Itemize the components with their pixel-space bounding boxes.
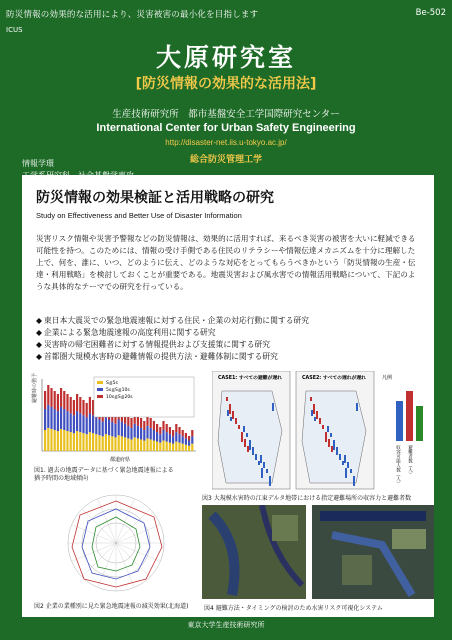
fig3-pin	[330, 433, 332, 437]
fig1-bar	[130, 428, 132, 440]
fig4-caption: 図4 避難方法・タイミングの検討のため水害リスク可視化システム	[204, 605, 383, 612]
fig1-bar	[76, 411, 78, 431]
fig1-bar	[54, 391, 56, 409]
fig3-pin	[261, 468, 263, 478]
fig1-bar	[159, 427, 161, 434]
fig1-bar	[79, 413, 81, 432]
figure-4	[202, 505, 434, 601]
figure-3	[212, 371, 430, 491]
fig1-bar	[140, 439, 142, 451]
fig1-bar	[57, 394, 59, 411]
fig1-bar	[73, 415, 75, 433]
fig1-bar	[82, 433, 84, 451]
fig3-pin	[252, 447, 254, 455]
fig1-bar	[175, 424, 177, 432]
fig3-pin	[356, 403, 358, 411]
fig1-bar	[44, 430, 46, 451]
institute-jp: 生産技術研究所 都市基盤安全工学国際研究センター	[112, 109, 340, 120]
fig2-radar	[36, 487, 196, 597]
fig3-pin	[241, 432, 243, 442]
fig1-bar	[60, 407, 62, 429]
fig1-bar	[185, 445, 187, 451]
fig1-bar	[130, 418, 132, 428]
fig3-pin	[353, 476, 355, 486]
fig1-bar	[159, 434, 161, 442]
fig1-bar	[156, 442, 158, 451]
fig3-caption: 図3 大規模水害時の江東デルタ地帯における指定避難場所の収容力と避難者数	[202, 495, 412, 502]
fig1-bar	[108, 435, 110, 451]
fig1-bar	[60, 388, 62, 407]
fig3-pin	[272, 403, 274, 411]
fig1-bar	[146, 426, 148, 439]
fig3-case1: CASE1: すべての避難が遅れ	[218, 376, 282, 381]
fig1-bar	[82, 415, 84, 433]
fig1-bar	[143, 421, 145, 430]
fig1-bar	[95, 417, 97, 434]
fig3-pin	[226, 397, 228, 401]
fig1-bar	[137, 426, 139, 439]
slogan: 防災情報の効果的な活用により、災害被害の最小化を目指します	[6, 10, 259, 20]
fig1-legend-1: 5s≦S≦10s	[106, 388, 130, 393]
fig1-bar	[86, 434, 88, 451]
fig1-bar	[188, 436, 190, 441]
icus-label: ICUS	[6, 26, 23, 34]
fig1-bar	[124, 437, 126, 451]
fig1-bar	[108, 420, 110, 436]
fig1-bar	[175, 432, 177, 441]
fig1-bar	[140, 418, 142, 428]
fig1-bar	[50, 429, 52, 451]
fig3-pin	[327, 426, 329, 432]
fig3-pin	[230, 417, 232, 421]
fig1-bar	[185, 438, 187, 444]
fig1-bar	[44, 409, 46, 430]
fig1-bar	[140, 428, 142, 440]
fig1-bar	[172, 436, 174, 443]
fig1-bar	[86, 403, 88, 417]
fig1-bar	[60, 429, 62, 451]
fig3-pin	[232, 411, 234, 419]
fig3-pin	[229, 404, 231, 414]
fig1-bar	[70, 397, 72, 413]
fig1-bar	[111, 422, 113, 437]
fig1-bar	[143, 430, 145, 441]
fig1-xlabel: 都道府県	[110, 457, 131, 463]
fig3-pin	[249, 440, 251, 450]
fig3-pin	[310, 397, 312, 401]
fig1-bar	[178, 427, 180, 434]
fig1-bar	[127, 438, 129, 451]
fig1-bar	[162, 430, 164, 441]
fig1-bar	[66, 394, 68, 411]
fig1-bar	[105, 417, 107, 434]
fig1-bar	[111, 436, 113, 451]
fig1-bar	[73, 400, 75, 415]
fig1-legend-0: S≦5s	[106, 381, 118, 386]
fig3-pin	[263, 462, 265, 468]
fig1-bar	[79, 432, 81, 451]
fig3-pin	[325, 432, 327, 442]
affiliation-1: 情報学環	[22, 159, 54, 168]
topic-list	[36, 315, 426, 363]
fig3-pin	[347, 462, 349, 468]
research-title: 防災情報の効果検証と活用戦略の研究	[36, 190, 274, 206]
fig1-bar	[102, 436, 104, 451]
fig1-bar	[47, 385, 49, 405]
fig2-caption: 図2 企業の業種別に見た緊急地震速報の減災効果(北海道)	[34, 603, 189, 610]
fig1-bar	[153, 430, 155, 441]
fig3-pin	[331, 446, 333, 452]
fig1-bar	[172, 444, 174, 451]
fig1-bar	[121, 436, 123, 451]
fig1-bar	[127, 426, 129, 439]
top-bar	[0, 0, 452, 28]
fig4-maps	[202, 505, 434, 601]
fig1-bar	[57, 431, 59, 451]
fig3-pin	[316, 411, 318, 419]
fig3-pin	[322, 425, 324, 429]
fig3-pin	[339, 454, 341, 460]
fig1-bar	[150, 439, 152, 451]
fig3-pin	[336, 447, 338, 455]
fig3-pin	[258, 461, 260, 465]
fig3-pin	[342, 461, 344, 465]
fig3-pin	[350, 469, 352, 473]
fig1-bar	[47, 428, 49, 451]
fig2-spoke	[116, 543, 160, 561]
fig1-bar	[134, 437, 136, 451]
footer: 東京大学生産技術研究所	[187, 621, 265, 629]
fig1-bar	[153, 441, 155, 452]
fig3-pin	[246, 433, 248, 437]
fig1-bar	[150, 418, 152, 428]
fig3-maps	[212, 371, 430, 491]
fig1-bar	[150, 428, 152, 440]
fig1-bar	[44, 391, 46, 409]
fig1-ylabel: 避難時の猶予	[32, 373, 38, 403]
fig1-bar	[172, 430, 174, 436]
fig1-bar	[118, 435, 120, 451]
header	[0, 28, 452, 188]
topic-item: ◆ 災害時の帰宅困難者に対する情報提供および支援策に関する研究	[36, 339, 426, 351]
fig1-bar	[89, 413, 91, 432]
fig2-spoke	[72, 525, 116, 543]
fig1-bar	[191, 436, 193, 443]
fig1-bar	[92, 433, 94, 451]
fig1-bar	[182, 430, 184, 436]
fig1-bar	[89, 397, 91, 413]
fig3-pin	[313, 404, 315, 414]
fig1-bar	[166, 442, 168, 451]
fig1-bar	[63, 391, 65, 409]
fig1-bar	[121, 422, 123, 437]
topic-item: ◆ 首都圏大規模水害時の避難情報の提供方法・避難体制に関する研究	[36, 351, 426, 363]
fig1-bar	[162, 441, 164, 452]
fig1-bar	[57, 411, 59, 431]
fig1-bar	[47, 405, 49, 428]
fig1-bar	[63, 409, 65, 430]
fig1-bar	[178, 443, 180, 451]
fig1-bar	[102, 422, 104, 437]
topic-item: ◆ 東日本大震災での緊急地震速報に対する住民・企業の対応行動に関する研究	[36, 315, 426, 327]
fig3-pin	[260, 455, 262, 463]
fig1-bar	[162, 421, 164, 430]
fig1-bar	[185, 433, 187, 438]
fig1-bar	[166, 432, 168, 441]
fig1-bar	[130, 439, 132, 451]
fig1-bar	[54, 430, 56, 451]
fig1-bar	[79, 397, 81, 413]
poster-code: Be-502	[415, 8, 446, 18]
fig1-bar	[137, 438, 139, 451]
fig3-pin	[255, 454, 257, 460]
fig1-caption: 図1. 過去の地震データに基づく緊急地震速報による 猶予時間の地域傾向	[34, 467, 174, 482]
fig1-bar	[105, 434, 107, 451]
fig1-bar	[169, 434, 171, 442]
lab-name: 大原研究室	[155, 43, 296, 72]
fig1-bar	[159, 443, 161, 451]
fig1-bar	[175, 442, 177, 451]
fig1-bar	[92, 415, 94, 433]
topic-item: ◆ 企業による緊急地震速報の高度利用に関する研究	[36, 327, 426, 339]
fig1-bar	[86, 417, 88, 434]
fig1-bar	[76, 394, 78, 411]
fig1-legend-2: 10s≦S≦20s	[106, 395, 133, 400]
content-panel	[22, 175, 434, 617]
fig3-pin	[344, 455, 346, 463]
fig1-bar	[146, 438, 148, 451]
fig3-pin	[247, 446, 249, 452]
fig3-pin	[345, 468, 347, 478]
fig2-spoke	[116, 499, 134, 543]
fig1-bar	[153, 421, 155, 430]
fig1-bar	[70, 413, 72, 432]
fig1-bar	[66, 411, 68, 431]
fig3-pin	[319, 418, 321, 424]
lab-subtitle: [防災情報の効果的な活用法]	[135, 76, 317, 92]
fig1-bar	[98, 420, 100, 436]
research-title-en: Study on Effectiveness and Better Use of Disaster Information	[36, 211, 242, 220]
fig1-bar	[156, 432, 158, 441]
fig3-pin	[244, 439, 246, 447]
fig3-pin	[333, 440, 335, 450]
fig1-bar	[114, 437, 116, 451]
fig1-bar	[98, 435, 100, 451]
fig3-legend-b: 避難者数（人）	[407, 445, 413, 477]
fig1-bar	[188, 446, 190, 451]
fig3-legend-a: 収容可能人数（人）	[395, 445, 401, 486]
fig1-bar	[166, 424, 168, 432]
fig3-legend-title: 凡例	[382, 375, 393, 381]
fig1-bar	[63, 430, 65, 451]
fig2-spoke	[98, 543, 116, 587]
fig1-bar	[118, 420, 120, 436]
fig2-spoke	[98, 499, 116, 543]
fig1-bar	[95, 434, 97, 451]
fig1-bar	[50, 407, 52, 429]
figure-1	[30, 373, 200, 465]
fig3-pin	[314, 417, 316, 421]
fig1-bar	[191, 430, 193, 436]
fig1-bar	[182, 444, 184, 451]
tagline: 総合防災管理工学	[189, 155, 262, 165]
fig3-pin	[227, 410, 229, 416]
fig1-bar	[76, 431, 78, 451]
fig3-pin	[311, 410, 313, 416]
fig3-pin	[269, 476, 271, 486]
fig1-bar	[54, 409, 56, 430]
fig3-pin	[266, 469, 268, 473]
fig1-bar	[143, 441, 145, 452]
fig1-chart	[30, 373, 200, 465]
fig3-pin	[328, 439, 330, 447]
fig1-bar	[73, 433, 75, 451]
fig1-bar	[82, 400, 84, 415]
fig1-bar	[178, 434, 180, 442]
fig3-pin	[243, 426, 245, 432]
fig3-pin	[238, 425, 240, 429]
fig1-bar	[124, 424, 126, 438]
fig1-bar	[169, 427, 171, 434]
figure-2	[36, 487, 196, 597]
fig1-bar	[89, 432, 91, 451]
institute-en: International Center for Urban Safety Engineering	[96, 122, 356, 134]
fig1-bar	[114, 424, 116, 438]
fig1-bar	[70, 432, 72, 451]
fig2-spoke	[116, 543, 150, 577]
fig1-bar	[66, 431, 68, 451]
fig1-bar	[191, 444, 193, 451]
fig1-bar	[134, 424, 136, 438]
fig1-bar	[169, 443, 171, 451]
fig3-pin	[235, 418, 237, 424]
fig1-bar	[50, 388, 52, 407]
fig1-bar	[156, 424, 158, 432]
fig1-bar	[188, 441, 190, 446]
fig1-bar	[182, 436, 184, 443]
intro-text: 災害リスク情報や災害予警報などの防災情報は、効果的に活用すれば、来るべき災害の被害を大いに軽減できる可能性を持つ。このためには、情報の受け手側である住民のリテラシーや情報伝達メカニズムを十分に理解した上で、何を、誰に、いつ、どのように伝え、どのような対応をとってもらうべきかという「防災情報の生産・伝達・利用戦略」を検討しておくことが重要である。地震災害および風水害での情報活用戦略について、下記のような具体的なテーマでの研究を行っている。	[36, 234, 416, 291]
fig3-case2: CASE2: すべての遅れが遅れ	[302, 376, 366, 381]
lab-url[interactable]: http://disaster-net.iis.u-tokyo.ac.jp/	[165, 138, 287, 147]
